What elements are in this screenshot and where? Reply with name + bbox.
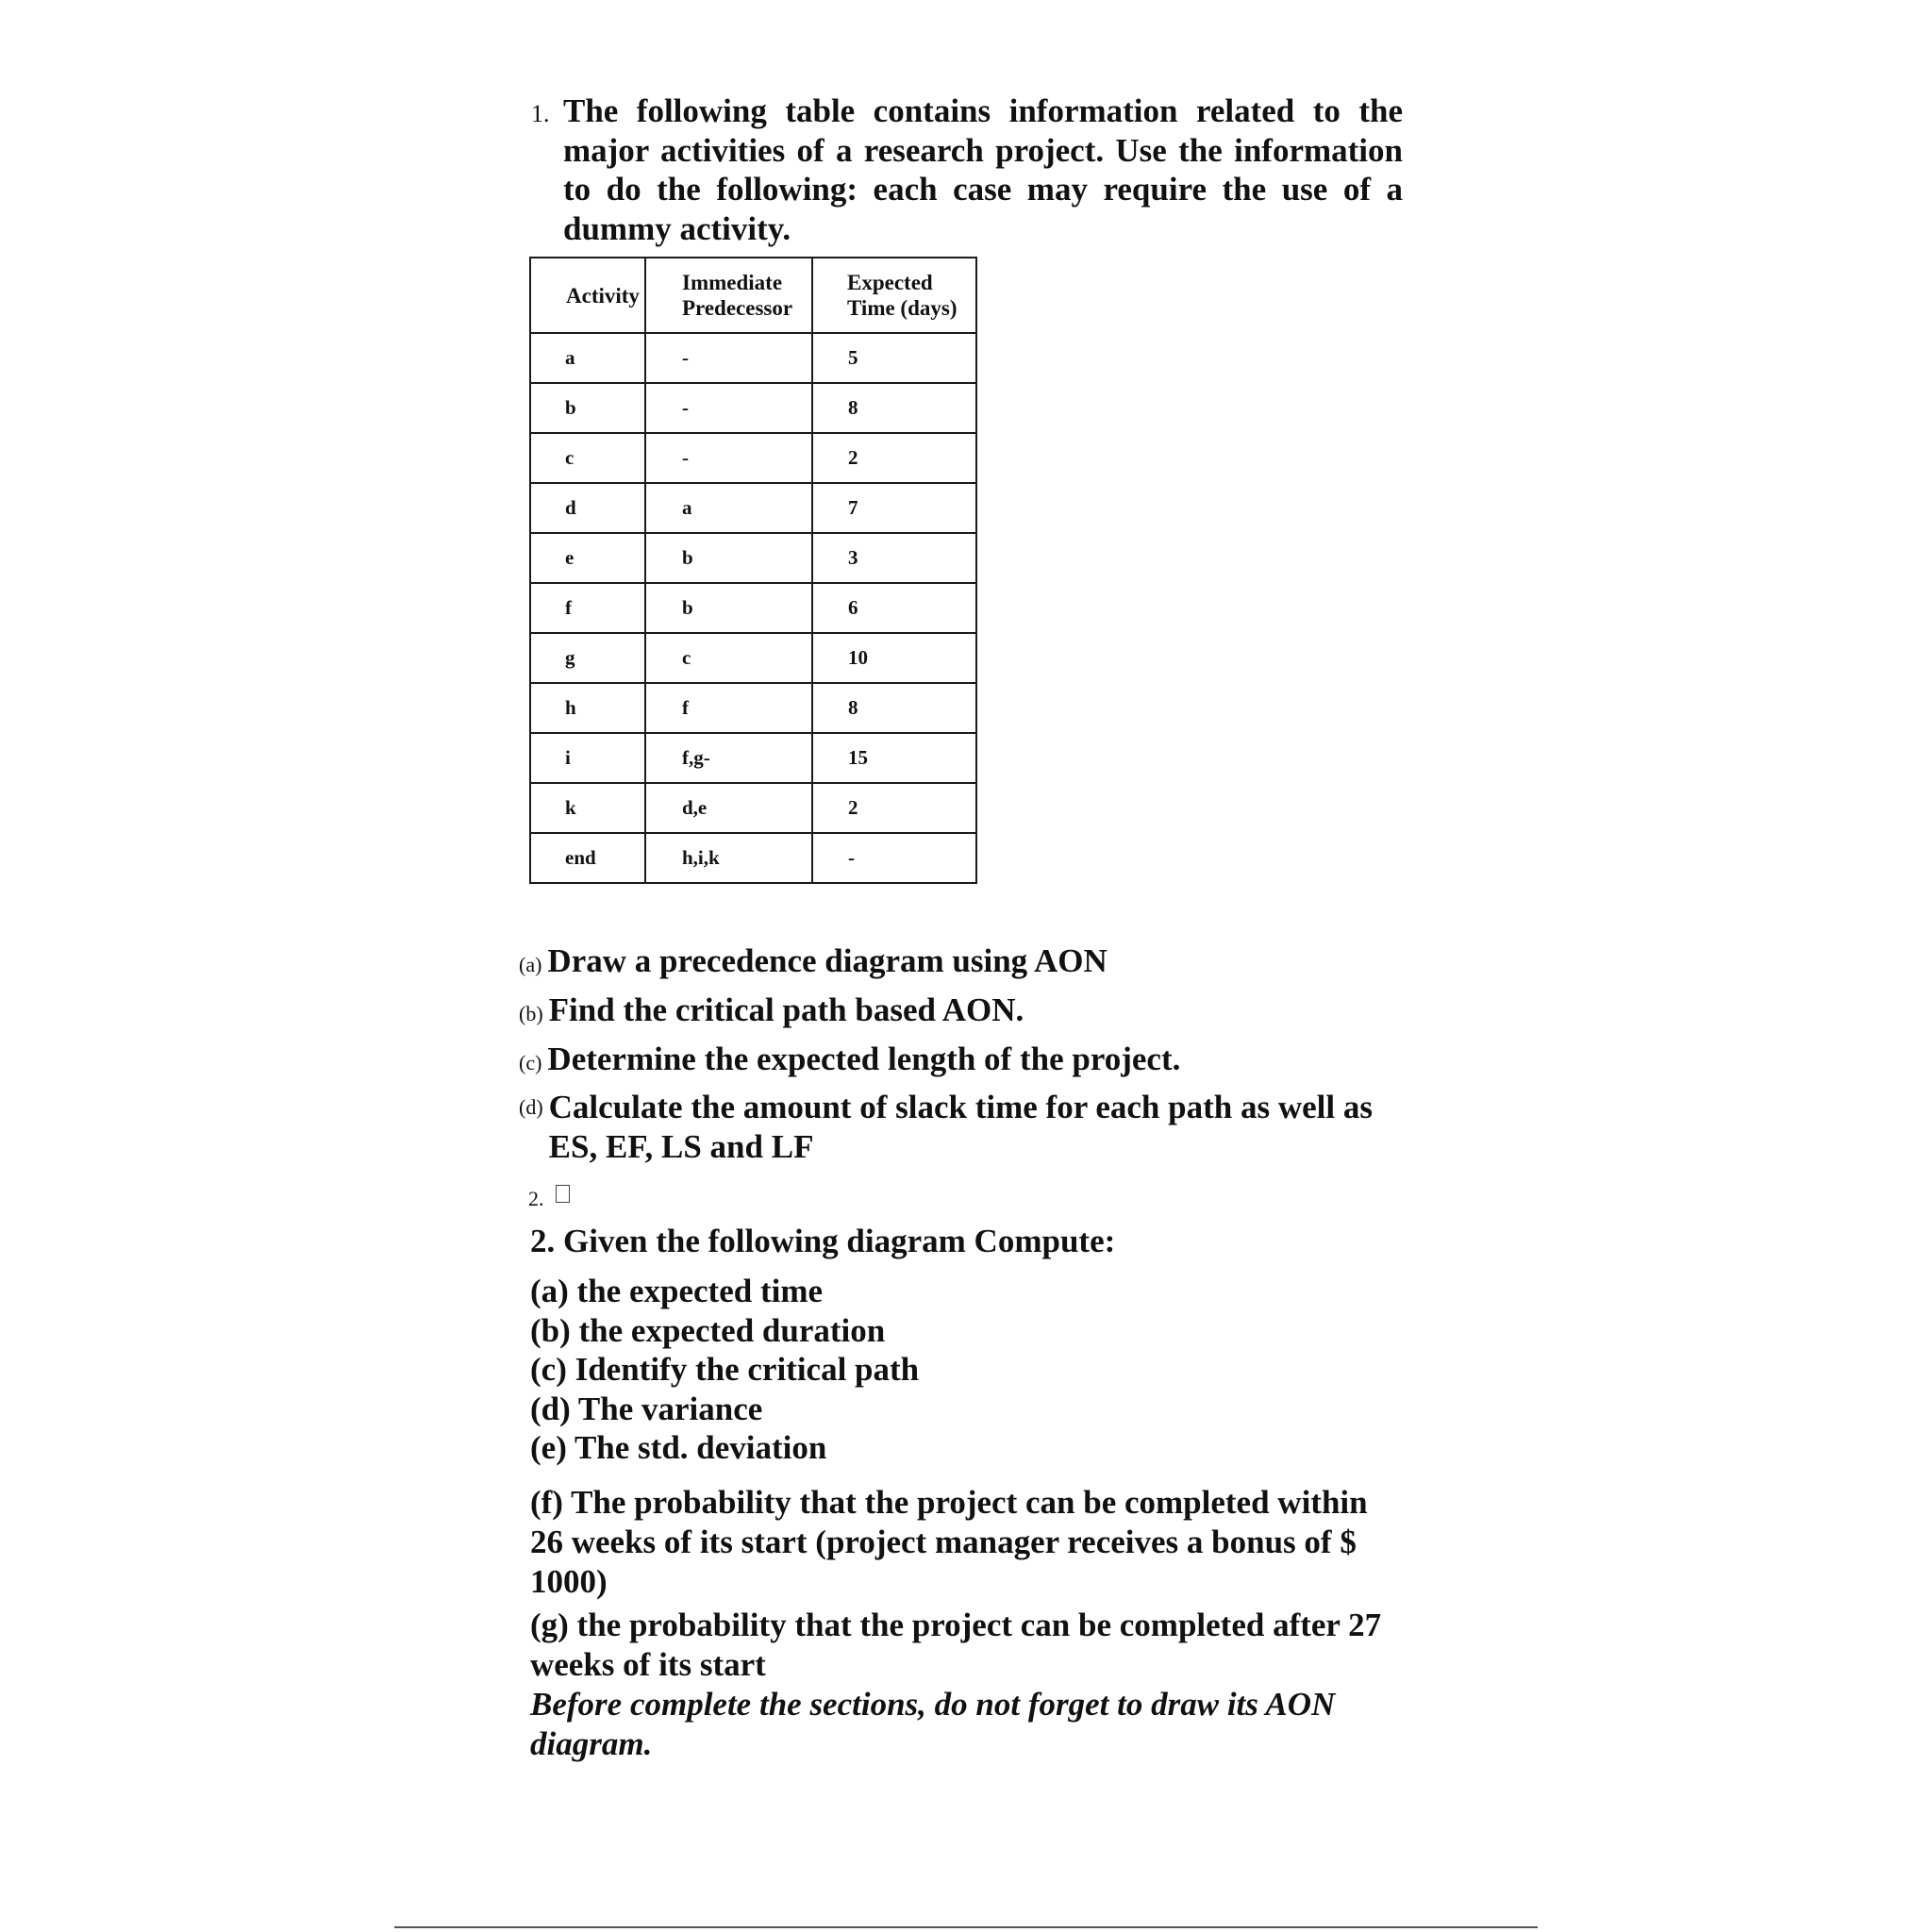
missing-image-placeholder-icon bbox=[556, 1185, 570, 1203]
activity-cell: b bbox=[530, 383, 645, 433]
predecessor-cell: b bbox=[645, 583, 812, 633]
table-row bbox=[530, 383, 976, 433]
header-predecessor-line2: Predecessor bbox=[682, 296, 793, 320]
time-cell: 7 bbox=[812, 483, 976, 533]
activity-cell: f bbox=[530, 583, 645, 633]
time-cell: 3 bbox=[812, 533, 976, 583]
time-cell: 10 bbox=[812, 633, 976, 683]
part-b-text: Find the critical path based AON. bbox=[548, 991, 1024, 1028]
table-row bbox=[530, 483, 976, 533]
activity-cell: d bbox=[530, 483, 645, 533]
part-c-label: (c) bbox=[519, 1051, 542, 1074]
table-row bbox=[530, 833, 976, 883]
predecessor-cell: - bbox=[645, 433, 812, 483]
table-row bbox=[530, 783, 976, 833]
table-row bbox=[530, 433, 976, 483]
part-c bbox=[519, 1040, 1406, 1083]
predecessor-cell: h,i,k bbox=[645, 833, 812, 883]
predecessor-cell: f,g- bbox=[645, 733, 812, 783]
activity-cell: g bbox=[530, 633, 645, 683]
activity-cell: c bbox=[530, 433, 645, 483]
header-expected-time bbox=[812, 258, 976, 333]
predecessor-cell: a bbox=[645, 483, 812, 533]
activity-cell: h bbox=[530, 683, 645, 733]
question-2-item-g bbox=[530, 1606, 1417, 1684]
list-item: (e) The std. deviation bbox=[530, 1429, 827, 1466]
table-row bbox=[530, 333, 976, 383]
list-item: (a) the expected time bbox=[530, 1273, 824, 1309]
table-row bbox=[530, 633, 976, 683]
question-2-item-f bbox=[530, 1483, 1417, 1602]
question-1-number: 1. bbox=[531, 100, 550, 127]
activity-cell: i bbox=[530, 733, 645, 783]
header-activity: Activity bbox=[530, 258, 645, 333]
part-a-label: (a) bbox=[519, 953, 542, 976]
time-cell: 15 bbox=[812, 733, 976, 783]
time-cell: 8 bbox=[812, 383, 976, 433]
part-d-text: Calculate the amount of slack time for each path as well as ES, EF, LS and LF bbox=[548, 1089, 1373, 1165]
part-c-text: Determine the expected length of the project. bbox=[547, 1041, 1181, 1077]
part-d bbox=[519, 1088, 1406, 1166]
part-a-text: Draw a precedence diagram using AON bbox=[547, 942, 1108, 979]
list-item: (c) Identify the critical path bbox=[530, 1351, 920, 1388]
predecessor-cell: - bbox=[645, 333, 812, 383]
list-item: (d) The variance bbox=[530, 1390, 763, 1427]
part-a bbox=[519, 941, 1406, 985]
note-text: Before complete the sections, do not forget to draw its AON diagram. bbox=[530, 1686, 1336, 1762]
question-2-heading: 2. Given the following diagram Compute: bbox=[530, 1223, 1116, 1259]
header-predecessor-line1: Immediate bbox=[682, 271, 783, 294]
predecessor-cell: b bbox=[645, 533, 812, 583]
activity-cell: end bbox=[530, 833, 645, 883]
question-1-text: The following table contains information related to the major activities of a research project. Use the information to do the following: each case may require the use of a dummy activity. bbox=[563, 92, 1403, 247]
item-g-text: (g) the probability that the project can be completed after 27 weeks of its start bbox=[530, 1607, 1382, 1683]
table-row bbox=[530, 733, 976, 783]
time-cell: 2 bbox=[812, 783, 976, 833]
activity-table bbox=[529, 257, 977, 884]
time-cell: - bbox=[812, 833, 976, 883]
predecessor-cell: f bbox=[645, 683, 812, 733]
part-b-label: (b) bbox=[519, 1002, 543, 1025]
table-header-row bbox=[530, 258, 976, 333]
item-f-text: (f) The probability that the project can be completed within 26 weeks of its start (project manager receives a bonus of $ 1000) bbox=[530, 1484, 1368, 1600]
activity-cell: a bbox=[530, 333, 645, 383]
predecessor-cell: d,e bbox=[645, 783, 812, 833]
table-row bbox=[530, 583, 976, 633]
question-2-note bbox=[530, 1685, 1417, 1763]
time-cell: 2 bbox=[812, 433, 976, 483]
table-row bbox=[530, 533, 976, 583]
table-row bbox=[530, 683, 976, 733]
part-b bbox=[519, 991, 1406, 1034]
activity-cell: k bbox=[530, 783, 645, 833]
predecessor-cell: c bbox=[645, 633, 812, 683]
time-cell: 5 bbox=[812, 333, 976, 383]
header-time-line2: Time (days) bbox=[847, 296, 958, 320]
bottom-divider bbox=[394, 1926, 1538, 1928]
list-item: (b) the expected duration bbox=[530, 1311, 886, 1349]
header-time-line1: Expected bbox=[847, 271, 933, 294]
question-2-item-list bbox=[530, 1272, 1417, 1468]
time-cell: 6 bbox=[812, 583, 976, 633]
question-2-marker: 2. bbox=[528, 1187, 544, 1210]
predecessor-cell: - bbox=[645, 383, 812, 433]
time-cell: 8 bbox=[812, 683, 976, 733]
part-d-label: (d) bbox=[519, 1095, 543, 1119]
activity-cell: e bbox=[530, 533, 645, 583]
header-immediate-predecessor bbox=[645, 258, 812, 333]
